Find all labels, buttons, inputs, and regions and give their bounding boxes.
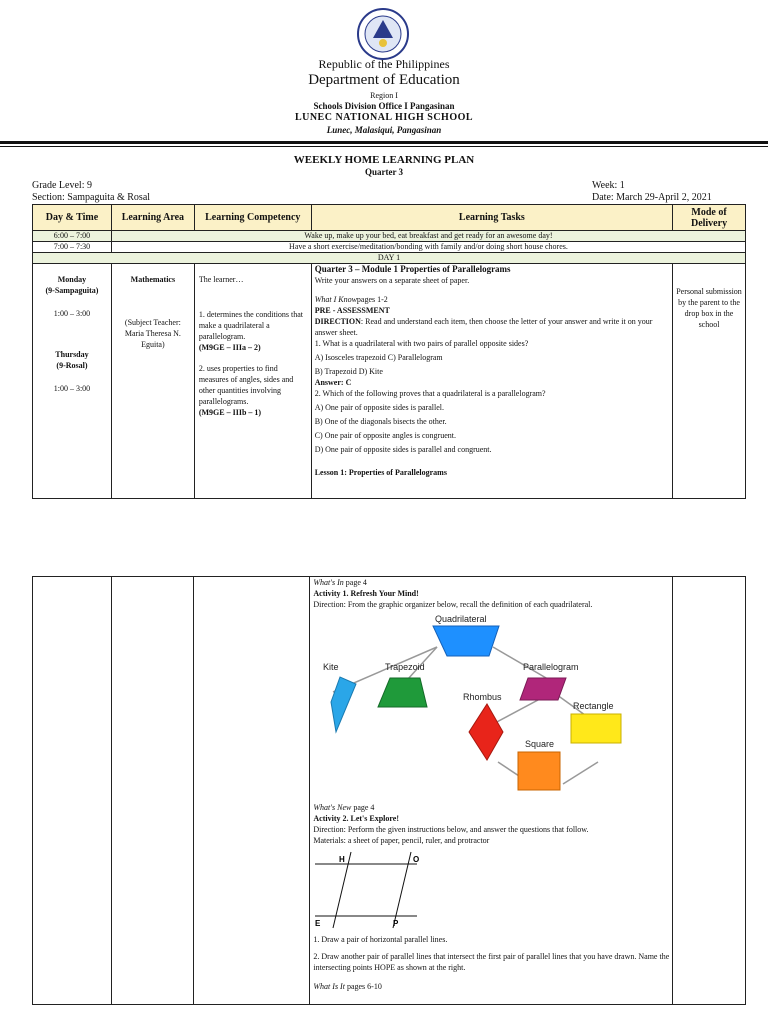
- date-label: Date: March 29-April 2, 2021: [592, 192, 712, 203]
- day-row: [33, 253, 746, 264]
- label-parallelogram: Parallelogram: [523, 662, 579, 672]
- whats-in-label: What's In: [313, 578, 344, 587]
- section-rosal: (9-Rosal): [56, 361, 88, 370]
- rhombus-shape: [469, 704, 503, 760]
- q2-choice-a: A) One pair of opposite sides is parallel.: [314, 403, 444, 412]
- subject-teacher: (Subject Teacher: Maria Theresa N. Eguita): [124, 318, 181, 349]
- activity-2-direction: Direction: Perform the given instructions below, and answer the questions that follow.: [313, 825, 589, 834]
- parallelogram-shape: [520, 678, 566, 700]
- point-p: P: [393, 919, 399, 928]
- section-label: Section: Sampaguita & Rosal: [32, 192, 151, 203]
- competency-2: 2. uses properties to find measures of angles, sides and other quantities involving parallelograms.: [198, 364, 294, 406]
- know-pages: pages 1-2: [356, 295, 388, 304]
- step-1: 1. Draw a pair of horizontal parallel lines.: [313, 935, 448, 944]
- quadrilateral-shape: [433, 626, 499, 656]
- competency-1: 1. determines the conditions that make a quadrilateral a parallelogram.: [198, 310, 304, 341]
- what-is-it-pages: pages 6-10: [344, 982, 382, 991]
- header-rule: [0, 141, 768, 144]
- label-kite: Kite: [323, 662, 339, 672]
- section-sampaguita: (9-Sampaguita): [45, 286, 99, 295]
- whats-in-pages: page 4: [343, 578, 367, 587]
- routine-time: 7:00 – 7:30: [33, 242, 112, 253]
- schedule-cell: [33, 264, 112, 499]
- school-name: LUNEC NATIONAL HIGH SCHOOL: [294, 112, 474, 123]
- q2-choice-d: D) One pair of opposite sides is parallel and congruent.: [314, 445, 492, 454]
- quadrilateral-graphic-organizer: [313, 612, 669, 792]
- empty-cell: [33, 577, 112, 1005]
- day-monday: Monday: [57, 275, 87, 284]
- subject-name: Mathematics: [130, 275, 176, 284]
- routine-task: Have a short exercise/meditation/bonding with family and/or doing short house chores.: [111, 242, 745, 253]
- competency-2-code: (M9GE – IIIb – 1): [198, 408, 262, 417]
- tasks-cell: [311, 264, 672, 499]
- deped-seal: [357, 8, 409, 60]
- question-1: 1. What is a quadrilateral with two pairs of parallel opposite sides?: [314, 339, 529, 348]
- col-learning-area: Learning Area: [111, 205, 194, 231]
- col-tasks: Learning Tasks: [311, 205, 672, 231]
- time-slot: 1:00 – 3:00: [53, 384, 91, 393]
- lesson-title: Lesson 1: Properties of Parallelograms: [314, 468, 447, 477]
- point-o: O: [413, 855, 420, 864]
- routine-time: 6:00 – 7:00: [33, 231, 112, 242]
- q2-choice-b: B) One of the diagonals bisects the other.: [314, 417, 447, 426]
- kite-shape: [331, 677, 356, 732]
- col-delivery: Mode of Delivery: [673, 205, 746, 231]
- delivery-mode: Personal submission by the parent to the drop box in the school: [676, 287, 742, 329]
- empty-cell: [111, 577, 194, 1005]
- parallel-lines-figure: [313, 850, 423, 930]
- grade-level: Grade Level: 9: [32, 180, 92, 191]
- step-2: 2. Draw another pair of parallel lines that intersect the first pair of parallel lines that you have drawn. Name the intersecting points HOPE as shown at the right.: [313, 952, 670, 972]
- trapezoid-shape: [378, 678, 427, 707]
- learning-plan-table: [32, 204, 746, 499]
- competency-cell: [194, 264, 311, 499]
- point-h: H: [339, 855, 346, 864]
- tasks-cell: [310, 577, 673, 1005]
- day-thursday: Thursday: [55, 350, 89, 359]
- transversal-right: [393, 852, 411, 928]
- answer-value: : C: [340, 378, 352, 387]
- routine-row: [33, 231, 746, 242]
- materials: Materials: a sheet of paper, pencil, ruler, and protractor: [313, 836, 490, 845]
- label-rectangle: Rectangle: [573, 701, 614, 711]
- q2-choice-c: C) One pair of opposite angles is congruent.: [314, 431, 456, 440]
- week-label: Week: 1: [592, 180, 625, 191]
- header-rule-thin: [0, 146, 768, 147]
- label-trapezoid: Trapezoid: [385, 662, 426, 672]
- pre-assessment: PRE - ASSESSMENT: [314, 306, 390, 315]
- activity-1-direction: Direction: From the graphic organizer below, recall the definition of each quadrilateral.: [313, 600, 593, 609]
- time-slot: 1:00 – 3:00: [53, 309, 91, 318]
- know-label: What I Know: [314, 295, 357, 304]
- col-day-time: Day & Time: [33, 205, 112, 231]
- q1-choices-a: A) Isosceles trapezoid C) Parallelogram: [314, 353, 443, 362]
- what-is-it-label: What Is It: [313, 982, 345, 991]
- activity-1-title: Activity 1. Refresh Your Mind!: [313, 589, 419, 598]
- table-header-row: [33, 205, 746, 231]
- routine-task: Wake up, make up your bed, eat breakfast and get ready for an awesome day!: [111, 231, 745, 242]
- area-cell: [111, 264, 194, 499]
- answer-label: Answer: [314, 378, 341, 387]
- module-title: Quarter 3 – Module 1 Properties of Parallelograms: [314, 264, 511, 274]
- label-square: Square: [525, 739, 555, 749]
- republic-text: Republic of the Philippines: [318, 57, 450, 71]
- competency-1-code: (M9GE – IIIa – 2): [198, 343, 261, 352]
- day-label: DAY 1: [33, 253, 746, 264]
- whats-new-pages: page 4: [351, 803, 375, 812]
- instruction: Write your answers on a separate sheet of paper.: [314, 276, 470, 285]
- competency-intro: The learner…: [198, 275, 244, 284]
- whats-new-label: What's New: [313, 803, 352, 812]
- plan-quarter: Quarter 3: [364, 167, 404, 177]
- direction-label: DIRECTION: [314, 317, 361, 326]
- empty-cell: [194, 577, 310, 1005]
- region-text: Region I: [370, 91, 398, 100]
- point-e: E: [315, 919, 321, 928]
- learning-plan-table-continued: [32, 576, 746, 1005]
- content-row: [33, 264, 746, 499]
- q1-choices-b: B) Trapezoid D) Kite: [314, 367, 383, 376]
- department-text: Department of Education: [308, 72, 460, 88]
- delivery-cell: [673, 264, 746, 499]
- activity-2-title: Activity 2. Let's Explore!: [313, 814, 400, 823]
- col-competency: Learning Competency: [194, 205, 311, 231]
- routine-row: [33, 242, 746, 253]
- label-quadrilateral: Quadrilateral: [435, 614, 487, 624]
- plan-title: WEEKLY HOME LEARNING PLAN: [293, 154, 475, 166]
- empty-cell: [673, 577, 746, 1005]
- school-address: Lunec, Malasiqui, Pangasinan: [326, 125, 442, 135]
- direction-text: : Read and understand each item, then choose the letter of your answer and write it on your answer sheet.: [314, 317, 653, 337]
- division-text: Schools Division Office I Pangasinan: [313, 101, 455, 111]
- square-shape: [518, 752, 560, 790]
- label-rhombus: Rhombus: [463, 692, 502, 702]
- content-row: [33, 577, 746, 1005]
- question-2: 2. Which of the following proves that a quadrilateral is a parallelogram?: [314, 389, 546, 398]
- rectangle-shape: [571, 714, 621, 743]
